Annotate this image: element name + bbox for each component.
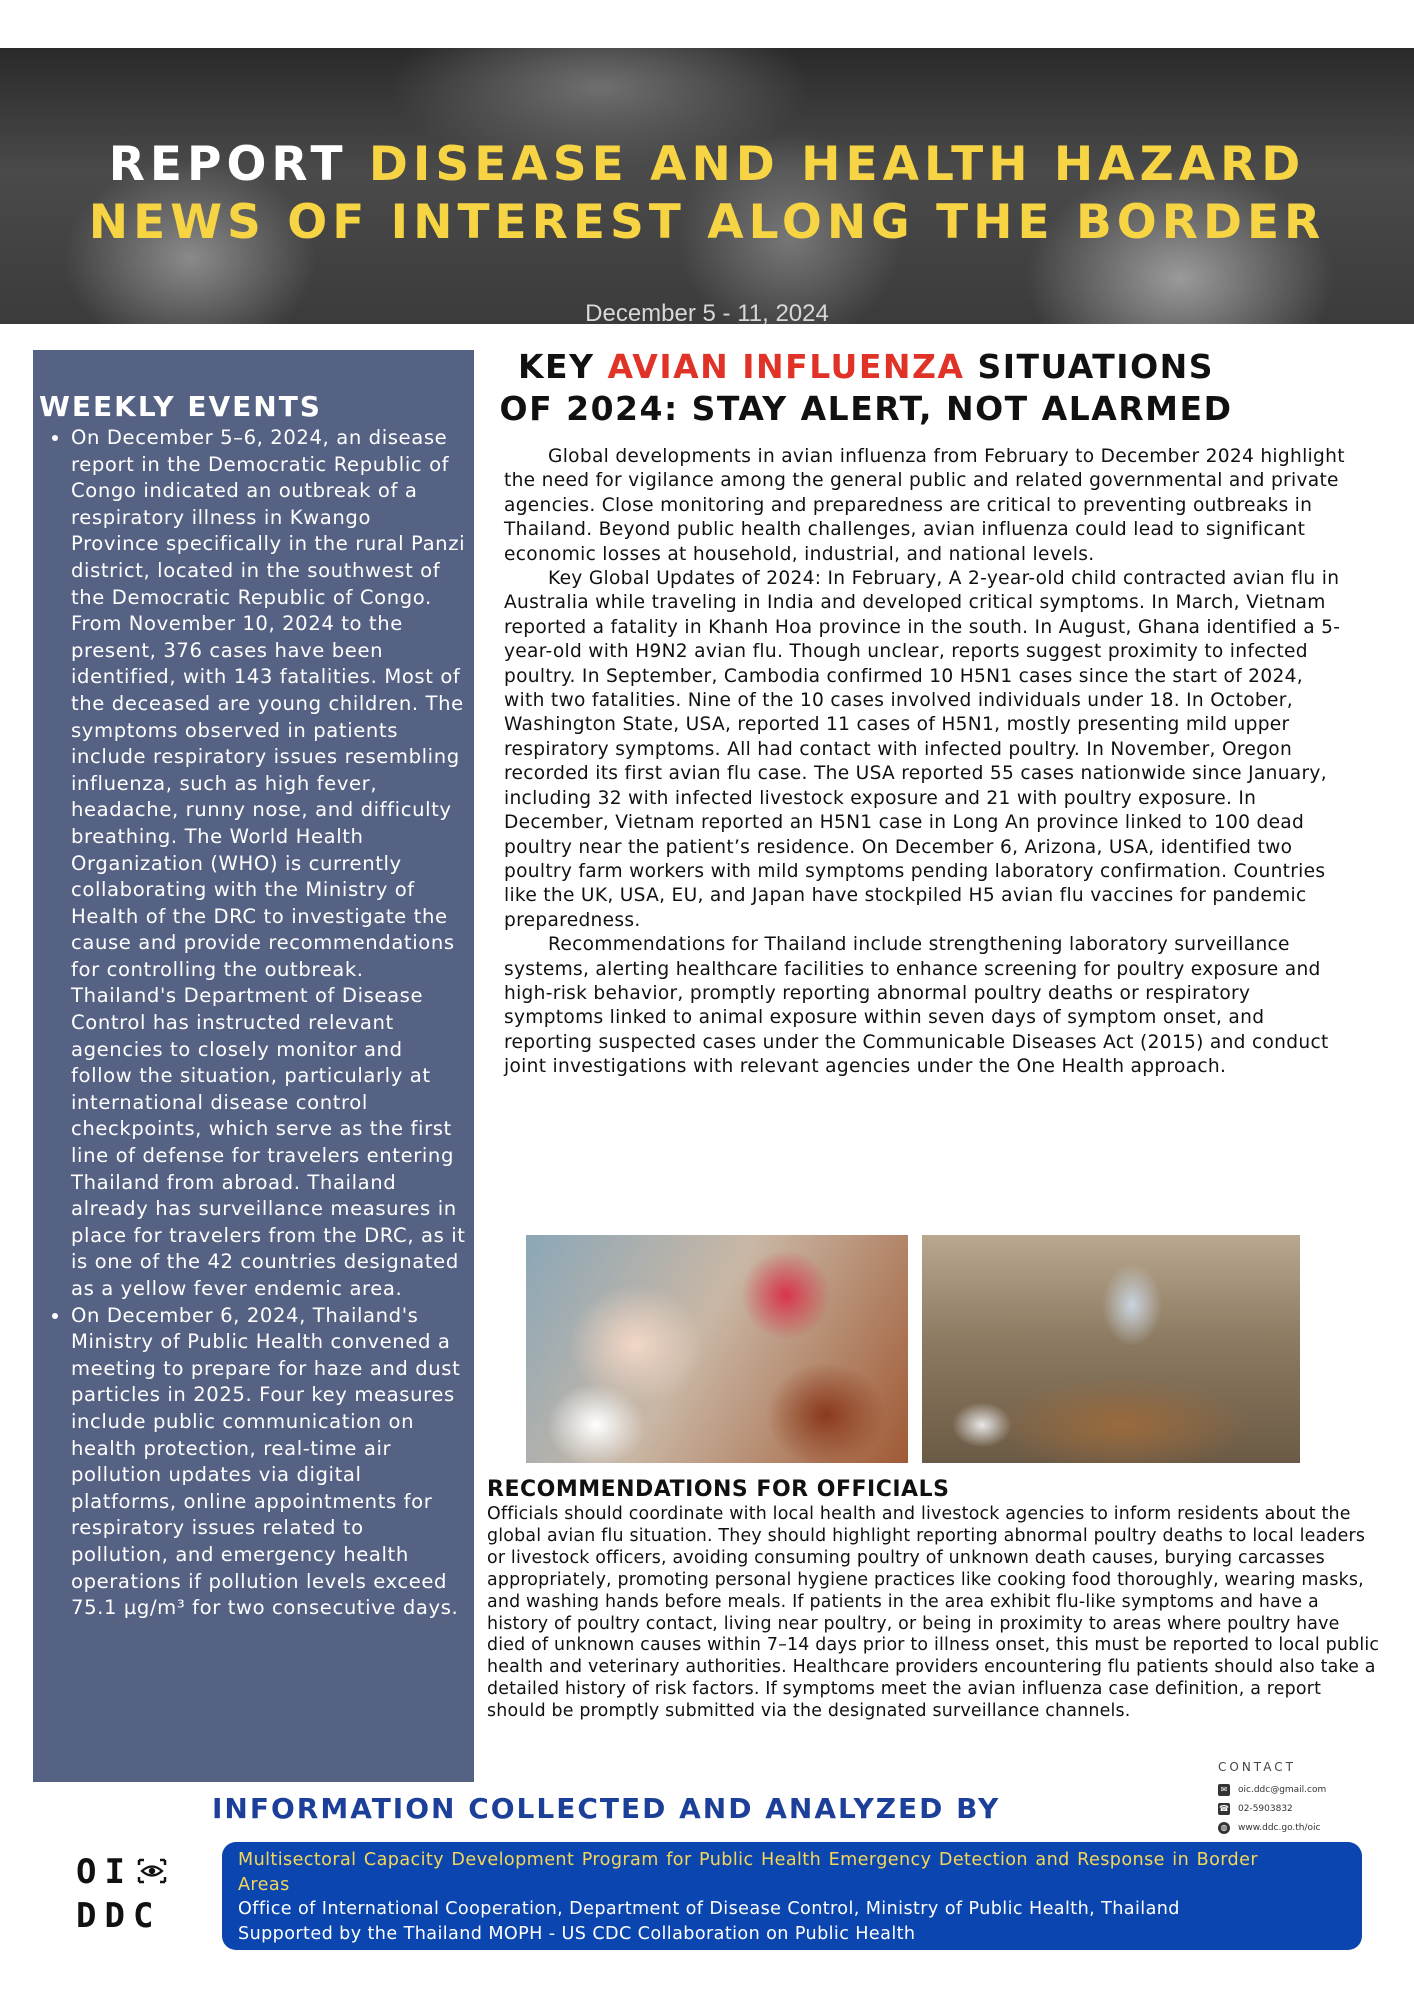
logo-line1	[76, 1850, 186, 1894]
contact-website[interactable]: www.ddc.go.th/oic	[1238, 1822, 1321, 1833]
report-title-line2: NEWS OF INTEREST ALONG THE BORDER	[88, 195, 1326, 250]
contact-phone[interactable]: 02-5903832	[1238, 1803, 1293, 1814]
office-name: Office of International Cooperation, Department of Disease Control, Ministry of Public Health, Thailand	[238, 1899, 1180, 1919]
weekly-event-item: • On December 6, 2024, Thailand's Ministry of Public Health convened a meeting to prepare for haze and dust particles in 2025. Four key measures include public communication on health protection, real-time air pollution updates via digital platforms, online appointments for respiratory issues related to pollution, and emergency health operations if pollution levels exceed 75.1 µg/m³ for two consecutive days.	[71, 1303, 466, 1622]
weekly-events-heading: WEEKLY EVENTS	[39, 390, 322, 423]
weekly-events-panel	[33, 350, 474, 1782]
phone-icon: ☎	[1219, 1803, 1229, 1813]
contact-block	[1218, 1760, 1398, 1837]
sick-child-photo	[526, 1235, 908, 1463]
article-title-highlight: AVIAN INFLUENZA	[607, 347, 965, 386]
report-title-highlight: DISEASE AND HEALTH HAZARD	[368, 137, 1306, 192]
article-body	[504, 445, 1346, 1080]
article-paragraph: Global developments in avian influenza from February to December 2024 highlight the need for vigilance among the general public and related governmental and private agencies. Close monitoring and preparedness are critical to preventing outbreaks in Thailand. Beyond public health challenges, avian influenza could lead to significant economic losses at household, industrial, and national levels.	[504, 446, 1345, 565]
contact-website-row[interactable]	[1218, 1818, 1398, 1837]
logo-oi-text: OI	[76, 1852, 133, 1892]
poultry-market-photo	[922, 1235, 1300, 1463]
oic-ddc-logo	[76, 1850, 186, 1938]
article-title	[496, 346, 1236, 430]
eye-icon	[137, 1858, 167, 1884]
weekly-event-item: • On December 5–6, 2024, an disease report in the Democratic Republic of Congo indicated an outbreak of a respiratory illness in Kwango Province specifically in the rural Panzi district, located in the southwest of the Democratic Republic of Congo. From November 10, 2024 to the present, 376 cases have been identified, with 143 fatalities. Most of the deceased are young children. The symptoms observed in patients include respiratory issues resembling influenza, such as high fever, headache, runny nose, and difficulty breathing. The World Health Organization (WHO) is currently collaborating with the Ministry of Health of the DRC to investigate the cause and provide recommendations for controlling the outbreak. Thailand's Department of Disease Control has instructed relevant agencies to closely monitor and follow the situation, particularly at international disease control checkpoints, which serve as the first line of defense for travelers entering Thailand from abroad. Thailand already has surveillance measures in place for travelers from the DRC, as it is one of the 42 countries designated as a yellow fever endemic area.	[71, 425, 466, 1303]
article-title-part2: SITUATIONS OF 2024: STAY ALERT, NOT ALARMED	[499, 347, 1233, 428]
collected-by-heading: INFORMATION COLLECTED AND ANALYZED BY	[212, 1792, 1001, 1825]
article-title-part1: KEY	[517, 347, 595, 386]
recommendations-heading: RECOMMENDATIONS FOR OFFICIALS	[487, 1477, 950, 1502]
logo-ddc-text: DDC	[76, 1896, 162, 1936]
program-name: Multisectoral Capacity Development Program for Public Health Emergency Detection and Response in Border Areas	[238, 1850, 1258, 1895]
article-paragraph: Key Global Updates of 2024: In February, A 2-year-old child contracted avian flu in Australia while traveling in India and developed critical symptoms. In March, Vietnam reported a fatality in Khanh Hoa province in the south. In August, Ghana identified a 5-year-old with H9N2 avian flu. Though unclear, reports suggest proximity to infected poultry. In September, Cambodia confirmed 10 H5N1 cases since the start of 2024, with two fatalities. Nine of the 10 cases involved individuals under 18. In October, Washington State, USA, reported 11 cases of H5N1, mostly presenting mild upper respiratory symptoms. All had contact with infected poultry. In November, Oregon recorded its first avian flu case. The USA reported 55 cases nationwide since January, including 32 with infected livestock exposure and 21 with poultry exposure. In December, Vietnam reported an H5N1 case in Long An province linked to 100 dead poultry near the patient’s residence. On December 6, Arizona, USA, identified two poultry farm workers with mild symptoms pending laboratory confirmation. Countries like the UK, USA, EU, and Japan have stockpiled H5 avian flu vaccines for pandemic preparedness.	[504, 568, 1341, 931]
contact-email-row[interactable]	[1218, 1780, 1398, 1799]
contact-phone-row[interactable]	[1218, 1799, 1398, 1818]
header-banner	[0, 48, 1414, 327]
program-info-box	[222, 1842, 1362, 1950]
report-title-prefix: REPORT	[108, 137, 348, 192]
recommendations-body: Officials should coordinate with local health and livestock agencies to inform residents about the global avian flu situation. They should highlight reporting abnormal poultry deaths to local leaders or livestock officers, avoiding consuming poultry of unknown death causes, burying carcasses appropriately, promoting personal hygiene practices like cooking food thoroughly, wearing masks, and washing hands before meals. If patients in the area exhibit flu-like symptoms and have a history of poultry contact, living near poultry, or being in proximity to areas where poultry have died of unknown causes within 7–14 days prior to illness onset, this must be reported to local public health and veterinary authorities. Healthcare providers encountering flu patients should also take a detailed history of risk factors. If symptoms meet the avian influenza case definition, a report should be promptly submitted via the designated surveillance channels.	[487, 1504, 1380, 1722]
contact-email[interactable]: oic.ddc@gmail.com	[1238, 1784, 1327, 1795]
contact-heading: CONTACT	[1218, 1760, 1296, 1774]
globe-icon: ◍	[1218, 1822, 1230, 1834]
weekly-events-list	[39, 425, 466, 1622]
article-paragraph: Recommendations for Thailand include strengthening laboratory surveillance systems, alerting healthcare facilities to enhance screening for poultry exposure and high-risk behavior, promptly reporting abnormal poultry deaths or respiratory symptoms linked to animal exposure within seven days of symptom onset, and reporting suspected cases under the Communicable Diseases Act (2015) and conduct joint investigations with relevant agencies under the One Health approach.	[504, 934, 1329, 1078]
email-icon: ✉	[1218, 1784, 1230, 1796]
support-line: Supported by the Thailand MOPH - US CDC Collaboration on Public Health	[238, 1923, 916, 1944]
report-title-line1	[0, 136, 1414, 194]
report-date: December 5 - 11, 2024	[585, 300, 829, 327]
